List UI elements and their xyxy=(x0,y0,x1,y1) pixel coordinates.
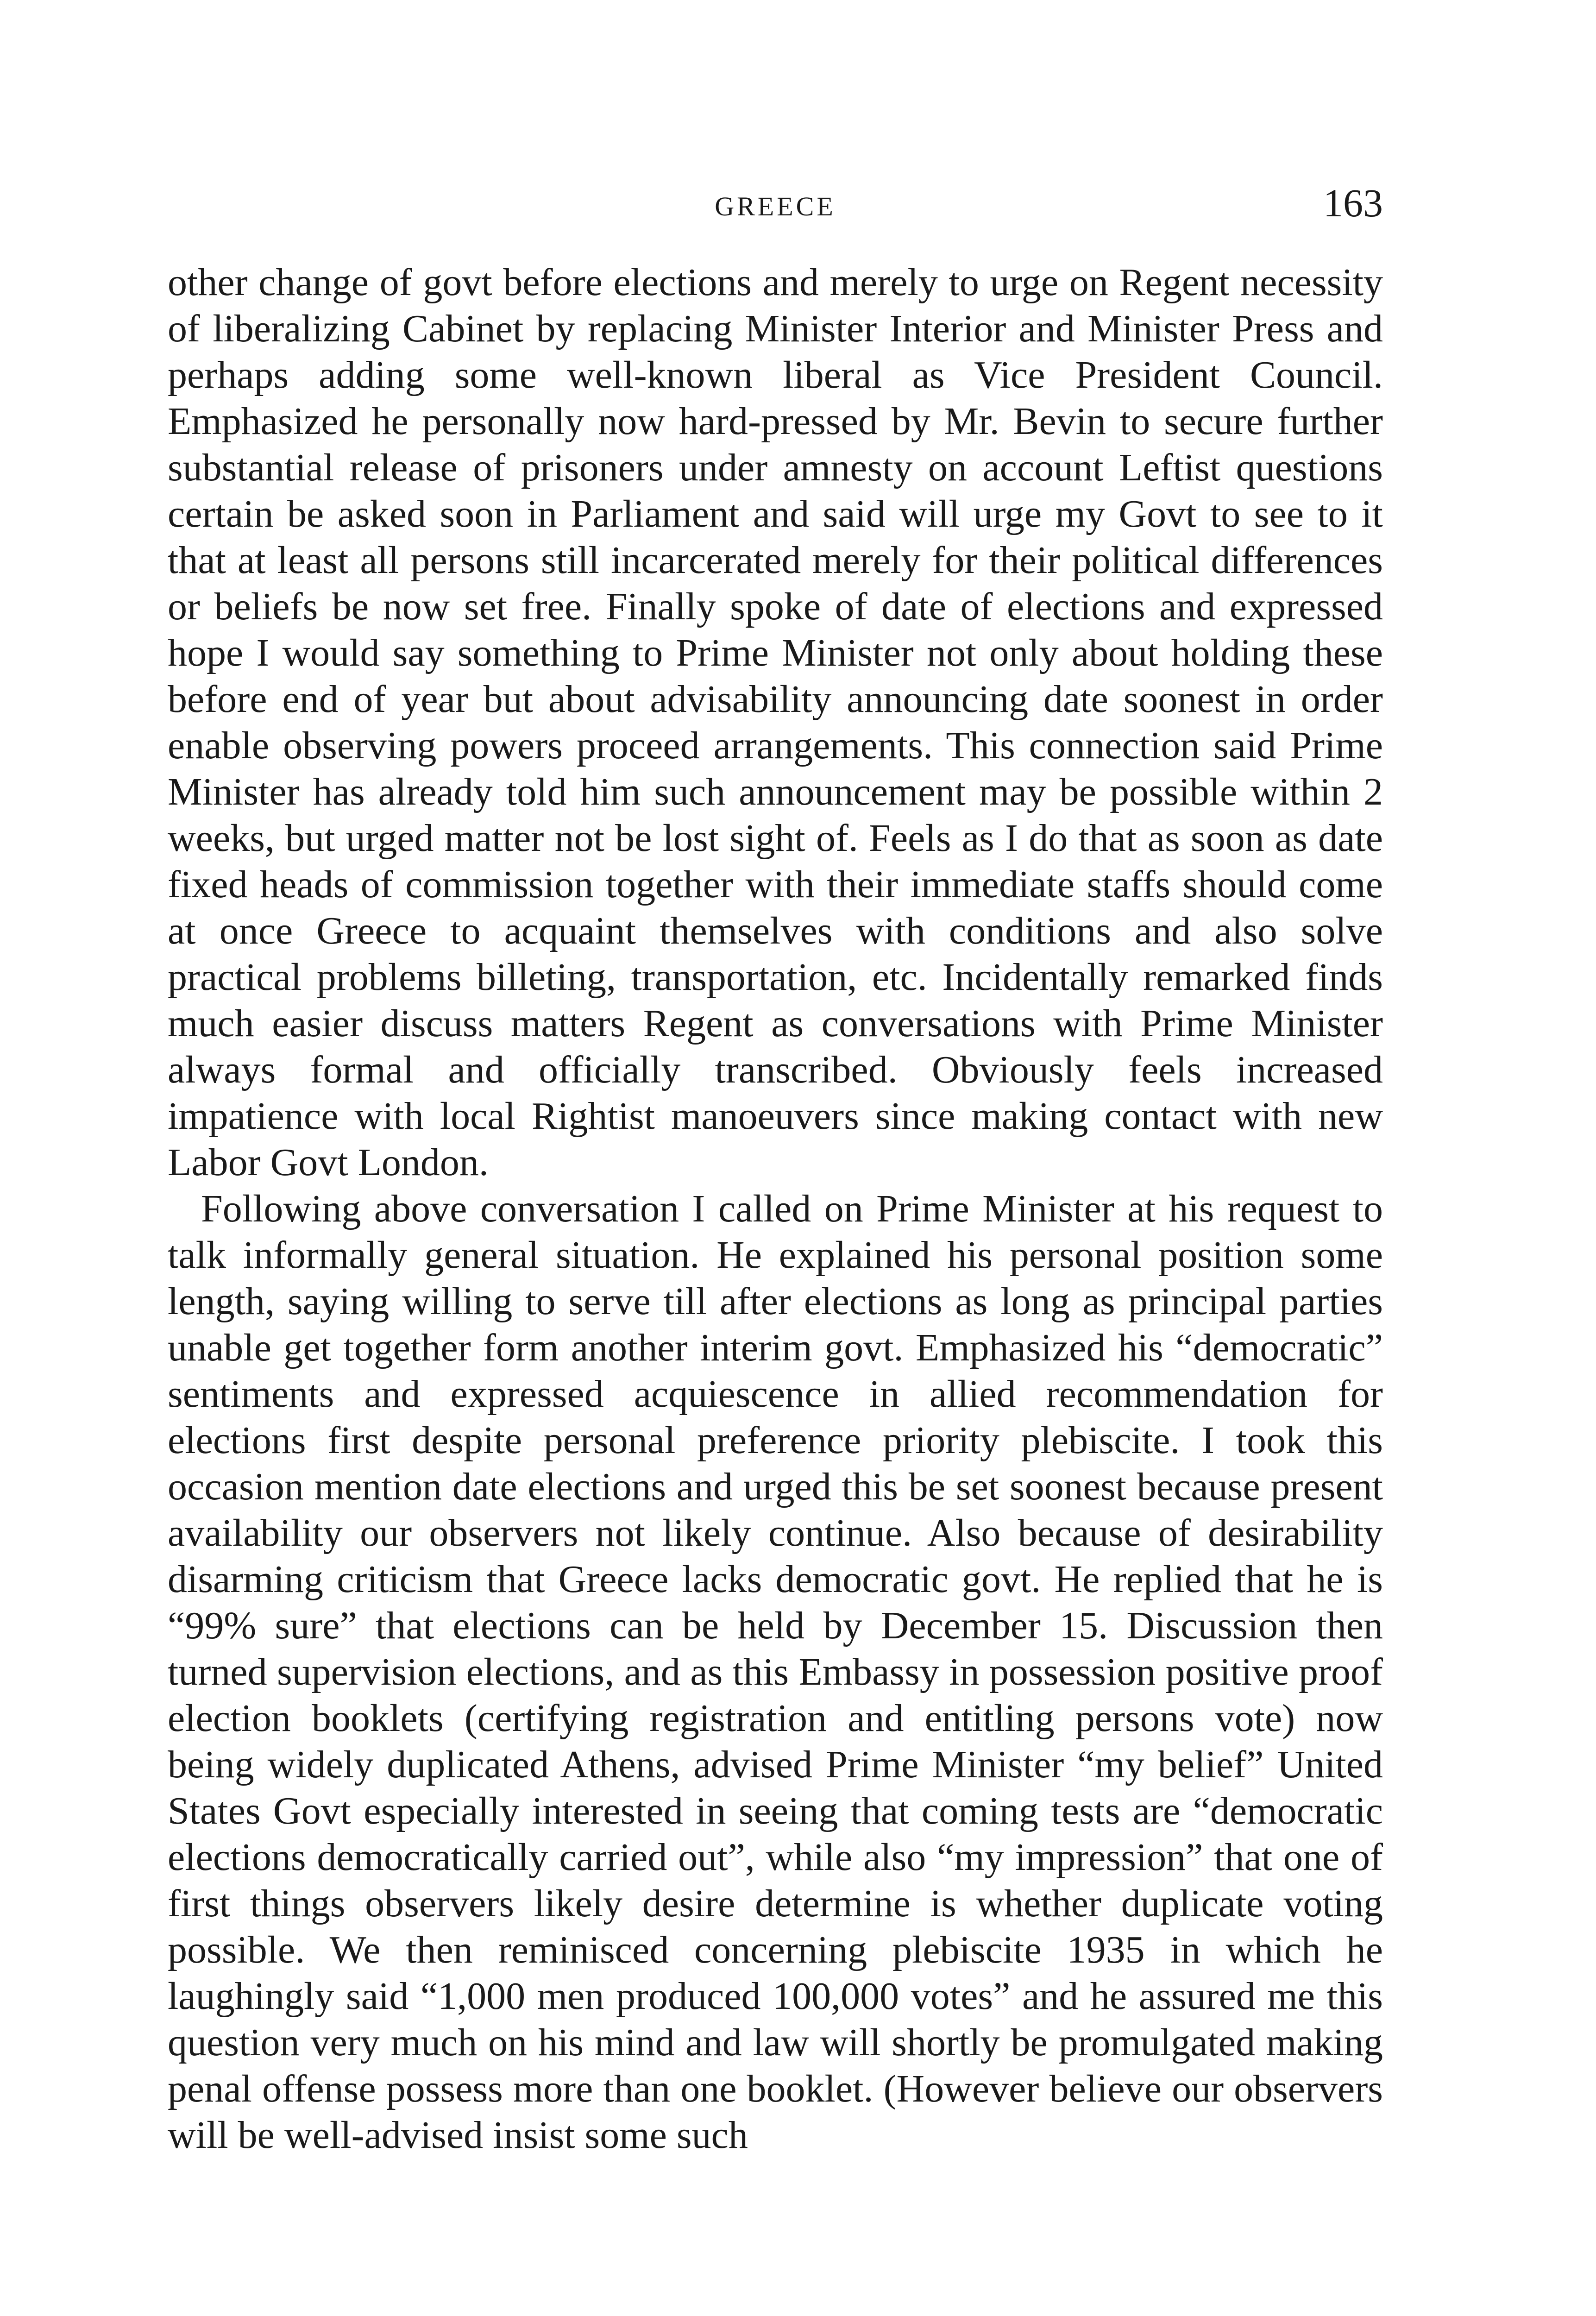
text-body xyxy=(168,259,1383,2159)
page-number: 163 xyxy=(1323,181,1383,225)
running-head: GREECE xyxy=(715,191,836,221)
paragraph-prime-minister-conversation: Following above conversation I called on Prime Minister at his request to talk informally general situation. He explained his personal position some length, saying willing to serve till after elections as long as principal parties unable get together form another interim govt. Emphasized his “democratic” sentiments and expressed acquiescence in allied recommendation for elections first despite personal preference priority plebiscite. I took this occasion mention date elections and urged this be set soonest because present availability our observers not likely continue. Also because of desirability disarming criticism that Greece lacks democratic govt. He replied that he is “99% sure” that elections can be held by December 15. Discussion then turned supervision elections, and as this Embassy in possession positive proof election booklets (certifying registration and entitling persons vote) now being widely duplicated Athens, advised Prime Minister “my belief” United States Govt especially interested in seeing that coming tests are “democratic elections democratically carried out”, while also “my impression” that one of first things observers likely desire determine is whether duplicate voting possible. We then reminisced concerning plebiscite 1935 in which he laughingly said “1,000 men produced 100,000 votes” and he assured me this question very much on his mind and law will shortly be promulgated making penal offense possess more than one booklet. (However believe our observers will be well-advised insist some such xyxy=(168,1187,1383,2157)
paragraph-continued: other change of govt before elections and merely to urge on Regent necessity of liberalizing Cabinet by replacing Minister Interior and Minister Press and perhaps adding some well-known liberal as Vice President Council. Emphasized he personally now hard-pressed by Mr. Bevin to secure further substantial release of prisoners under amnesty on account Leftist questions certain be asked soon in Parliament and said will urge my Govt to see to it that at least all persons still incarcerated merely for their political differences or beliefs be now set free. Finally spoke of date of elections and expressed hope I would say something to Prime Minister not only about holding these before end of year but about advisability announcing date soonest in order enable observing powers proceed arrangements. This connection said Prime Minister has already told him such announcement may be possible within 2 weeks, but urged matter not be lost sight of. Feels as I do that as soon as date fixed heads of commission together with their immediate staffs should come at once Greece to acquaint themselves with conditions and also solve practical problems billeting, transportation, etc. Incidentally remarked finds much easier discuss matters Regent as conversations with Prime Minister always formal and officially transcribed. Obviously feels increased impatience with local Rightist manoeuvers since making contact with new Labor Govt London. xyxy=(168,261,1383,1184)
page-header xyxy=(168,180,1383,231)
